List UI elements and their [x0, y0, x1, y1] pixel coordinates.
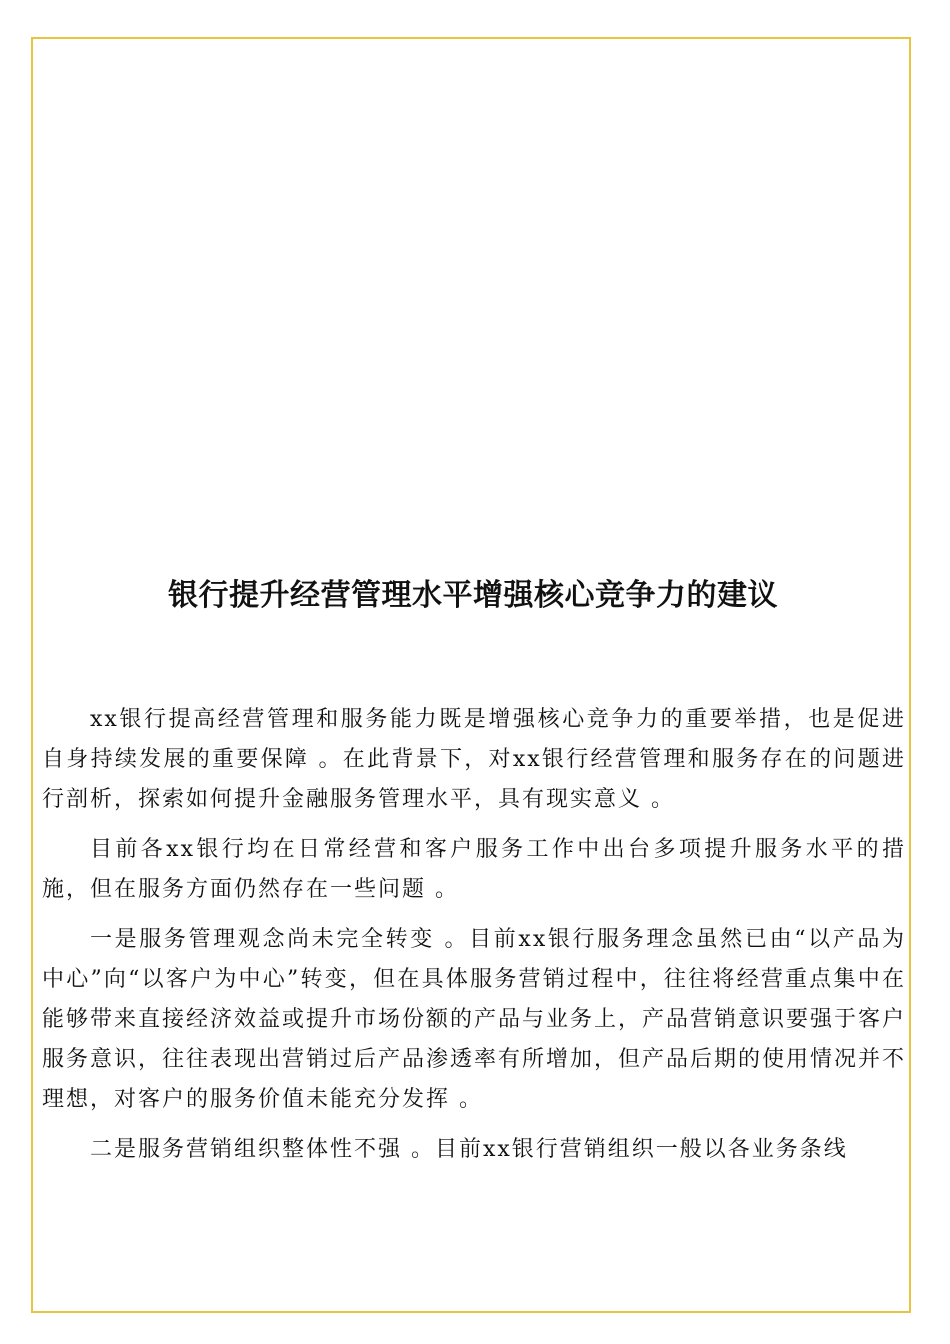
paragraph-point-two: 二是服务营销组织整体性不强 。目前xx银行营销组织一般以各业务条线 — [90, 1137, 848, 1162]
paragraph-problems: 目前各xx银行均在日常经营和客户服务工作中出台多项提升服务水平的措施，但在服务方面仍然存在一些问题 。 — [42, 837, 906, 902]
paragraph-point-one: 一是服务管理观念尚未完全转变 。目前xx银行服务理念虽然已由“以产品为中心”向“以客户为中心”转变，但在具体服务营销过程中，往往将经营重点集中在能够带来直接经济效益或提升市场份额的产品与业务上，产品营销意识要强于客户服务意识，往往表现出营销过后产品渗透率有所增加，但产品后期的使用情况并不理想，对客户的服务价值未能充分发挥 。 — [42, 927, 907, 1112]
paragraph-intro: xx银行提高经营管理和服务能力既是增强核心竞争力的重要举措，也是促进自身持续发展的重要保障 。在此背景下，对xx银行经营管理和服务存在的问题进行剖析，探索如何提升金融服务管理水平，具有现实意义 。 — [42, 707, 906, 812]
document-body — [42, 700, 906, 1180]
document-title: 银行提升经营管理水平增强核心竞争力的建议 — [168, 578, 778, 613]
